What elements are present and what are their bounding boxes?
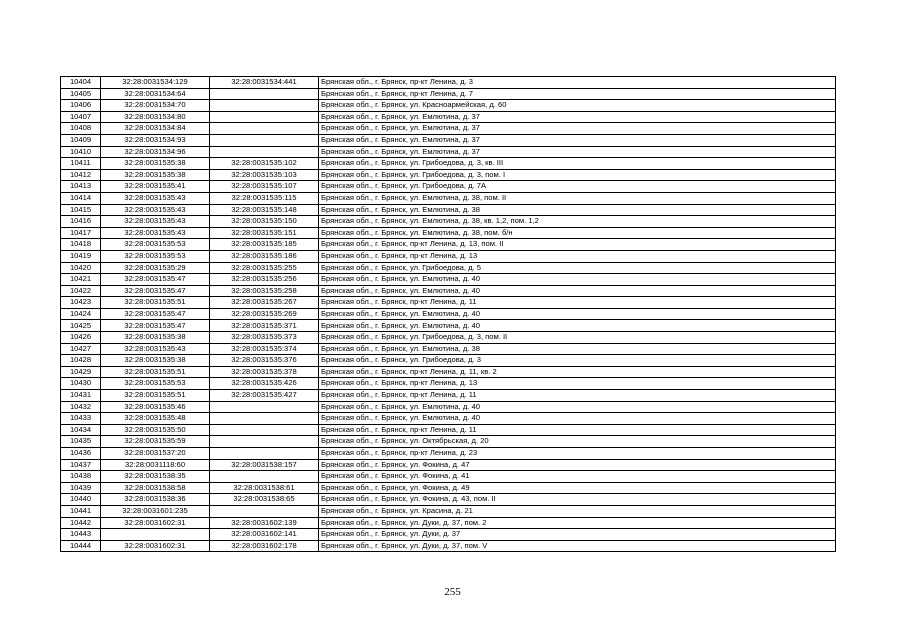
- address-cell: Брянская обл., г. Брянск, ул. Грибоедова, д. 5: [319, 262, 836, 274]
- table-row: [61, 424, 836, 436]
- land-cadastral-number-cell: 32:28:0031535:53: [101, 250, 210, 262]
- building-cadastral-number-cell: 32:28:0031535:269: [210, 308, 319, 320]
- land-cadastral-number-cell: 32:28:0031601:235: [101, 505, 210, 517]
- address-cell: Брянская обл., г. Брянск, пр-кт Ленина, д. 11: [319, 390, 836, 402]
- table-row: [61, 401, 836, 413]
- building-cadastral-number-cell: 32:28:0031602:139: [210, 517, 319, 529]
- land-cadastral-number-cell: 32:28:0031538:35: [101, 471, 210, 483]
- land-cadastral-number-cell: 32:28:0031534:70: [101, 100, 210, 112]
- building-cadastral-number-cell: 32:28:0031535:373: [210, 332, 319, 344]
- address-cell: Брянская обл., г. Брянск, ул. Октябрьская, д. 20: [319, 436, 836, 448]
- row-number-cell: 10407: [61, 111, 101, 123]
- table-row: [61, 505, 836, 517]
- land-cadastral-number-cell: 32:28:0031535:53: [101, 378, 210, 390]
- land-cadastral-number-cell: 32:28:0031535:38: [101, 355, 210, 367]
- land-cadastral-number-cell: 32:28:0031535:47: [101, 274, 210, 286]
- row-number-cell: 10442: [61, 517, 101, 529]
- table-row: [61, 482, 836, 494]
- table-row: [61, 517, 836, 529]
- address-cell: Брянская обл., г. Брянск, пр-кт Ленина, д. 23: [319, 448, 836, 460]
- address-cell: Брянская обл., г. Брянск, ул. Емлютина, д. 40: [319, 320, 836, 332]
- row-number-cell: 10411: [61, 158, 101, 170]
- address-cell: Брянская обл., г. Брянск, ул. Емлютина, д. 40: [319, 308, 836, 320]
- land-cadastral-number-cell: 32:28:0031535:29: [101, 262, 210, 274]
- land-cadastral-number-cell: 32:28:0031535:50: [101, 424, 210, 436]
- row-number-cell: 10436: [61, 448, 101, 460]
- building-cadastral-number-cell: 32:28:0031535:376: [210, 355, 319, 367]
- table-row: [61, 111, 836, 123]
- land-cadastral-number-cell: 32:28:0031535:59: [101, 436, 210, 448]
- building-cadastral-number-cell: 32:28:0031538:61: [210, 482, 319, 494]
- table-row: [61, 77, 836, 89]
- table-row: [61, 262, 836, 274]
- address-cell: Брянская обл., г. Брянск, пр-кт Ленина, д. 11, кв. 2: [319, 366, 836, 378]
- land-cadastral-number-cell: 32:28:0031118:60: [101, 459, 210, 471]
- address-cell: Брянская обл., г. Брянск, ул. Грибоедова, д. 3: [319, 355, 836, 367]
- row-number-cell: 10408: [61, 123, 101, 135]
- building-cadastral-number-cell: [210, 436, 319, 448]
- address-cell: Брянская обл., г. Брянск, ул. Фокина, д. 47: [319, 459, 836, 471]
- building-cadastral-number-cell: 32:28:0031535:258: [210, 285, 319, 297]
- row-number-cell: 10428: [61, 355, 101, 367]
- table-row: [61, 134, 836, 146]
- address-cell: Брянская обл., г. Брянск, ул. Емлютина, д. 38, пом. б/н: [319, 227, 836, 239]
- land-cadastral-number-cell: 32:28:0031535:46: [101, 401, 210, 413]
- address-cell: Брянская обл., г. Брянск, ул. Грибоедова, д. 7А: [319, 181, 836, 193]
- building-cadastral-number-cell: 32:28:0031535:103: [210, 169, 319, 181]
- table-row: [61, 378, 836, 390]
- address-cell: Брянская обл., г. Брянск, ул. Емлютина, д. 38: [319, 343, 836, 355]
- address-cell: Брянская обл., г. Брянск, пр-кт Ленина, д. 7: [319, 88, 836, 100]
- row-number-cell: 10413: [61, 181, 101, 193]
- building-cadastral-number-cell: 32:28:0031535:186: [210, 250, 319, 262]
- land-cadastral-number-cell: 32:28:0031535:38: [101, 169, 210, 181]
- table-row: [61, 529, 836, 541]
- building-cadastral-number-cell: 32:28:0031535:107: [210, 181, 319, 193]
- building-cadastral-number-cell: 32:28:0031535:151: [210, 227, 319, 239]
- land-cadastral-number-cell: 32:28:0031602:31: [101, 517, 210, 529]
- building-cadastral-number-cell: 32:28:0031535:256: [210, 274, 319, 286]
- address-cell: Брянская обл., г. Брянск, ул. Емлютина, д. 38, кв. 1,2, пом. 1,2: [319, 216, 836, 228]
- land-cadastral-number-cell: 32:28:0031535:38: [101, 332, 210, 344]
- land-cadastral-number-cell: 32:28:0031535:38: [101, 158, 210, 170]
- land-cadastral-number-cell: 32:28:0031538:36: [101, 494, 210, 506]
- land-cadastral-number-cell: 32:28:0031535:43: [101, 343, 210, 355]
- table-row: [61, 343, 836, 355]
- building-cadastral-number-cell: [210, 424, 319, 436]
- row-number-cell: 10414: [61, 192, 101, 204]
- row-number-cell: 10426: [61, 332, 101, 344]
- building-cadastral-number-cell: [210, 123, 319, 135]
- row-number-cell: 10435: [61, 436, 101, 448]
- row-number-cell: 10405: [61, 88, 101, 100]
- land-cadastral-number-cell: 32:28:0031535:51: [101, 390, 210, 402]
- row-number-cell: 10420: [61, 262, 101, 274]
- table-row: [61, 308, 836, 320]
- table-row: [61, 181, 836, 193]
- row-number-cell: 10423: [61, 297, 101, 309]
- address-cell: Брянская обл., г. Брянск, ул. Красина, д. 21: [319, 505, 836, 517]
- row-number-cell: 10429: [61, 366, 101, 378]
- row-number-cell: 10434: [61, 424, 101, 436]
- land-cadastral-number-cell: 32:28:0031535:47: [101, 285, 210, 297]
- land-cadastral-number-cell: 32:28:0031534:129: [101, 77, 210, 89]
- table-row: [61, 297, 836, 309]
- building-cadastral-number-cell: 32:28:0031535:374: [210, 343, 319, 355]
- registry-table: [60, 76, 836, 552]
- land-cadastral-number-cell: 32:28:0031534:96: [101, 146, 210, 158]
- address-cell: Брянская обл., г. Брянск, ул. Грибоедова, д. 3, кв. III: [319, 158, 836, 170]
- table-row: [61, 332, 836, 344]
- address-cell: Брянская обл., г. Брянск, пр-кт Ленина, д. 11: [319, 297, 836, 309]
- building-cadastral-number-cell: 32:28:0031538:65: [210, 494, 319, 506]
- table-row: [61, 471, 836, 483]
- address-cell: Брянская обл., г. Брянск, ул. Емлютина, д. 38, пом. II: [319, 192, 836, 204]
- row-number-cell: 10431: [61, 390, 101, 402]
- building-cadastral-number-cell: [210, 413, 319, 425]
- row-number-cell: 10441: [61, 505, 101, 517]
- building-cadastral-number-cell: [210, 100, 319, 112]
- address-cell: Брянская обл., г. Брянск, ул. Емлютина, д. 40: [319, 285, 836, 297]
- land-cadastral-number-cell: 32:28:0031535:53: [101, 239, 210, 251]
- address-cell: Брянская обл., г. Брянск, ул. Фокина, д. 41: [319, 471, 836, 483]
- table-row: [61, 192, 836, 204]
- address-cell: Брянская обл., г. Брянск, ул. Дуки, д. 37: [319, 529, 836, 541]
- address-cell: Брянская обл., г. Брянск, ул. Емлютина, д. 37: [319, 111, 836, 123]
- address-cell: Брянская обл., г. Брянск, ул. Емлютина, д. 37: [319, 123, 836, 135]
- address-cell: Брянская обл., г. Брянск, ул. Емлютина, д. 37: [319, 146, 836, 158]
- table-row: [61, 320, 836, 332]
- row-number-cell: 10424: [61, 308, 101, 320]
- row-number-cell: 10404: [61, 77, 101, 89]
- table-row: [61, 436, 836, 448]
- address-cell: Брянская обл., г. Брянск, пр-кт Ленина, д. 13, пом. II: [319, 239, 836, 251]
- table-row: [61, 169, 836, 181]
- land-cadastral-number-cell: 32:28:0031535:51: [101, 366, 210, 378]
- land-cadastral-number-cell: 32:28:0031535:51: [101, 297, 210, 309]
- address-cell: Брянская обл., г. Брянск, ул. Фокина, д. 43, пом. II: [319, 494, 836, 506]
- table-row: [61, 459, 836, 471]
- land-cadastral-number-cell: 32:28:0031535:43: [101, 216, 210, 228]
- table-row: [61, 158, 836, 170]
- table-row: [61, 227, 836, 239]
- building-cadastral-number-cell: [210, 134, 319, 146]
- row-number-cell: 10437: [61, 459, 101, 471]
- building-cadastral-number-cell: 32:28:0031535:148: [210, 204, 319, 216]
- land-cadastral-number-cell: [101, 529, 210, 541]
- row-number-cell: 10443: [61, 529, 101, 541]
- land-cadastral-number-cell: 32:28:0031535:43: [101, 227, 210, 239]
- row-number-cell: 10425: [61, 320, 101, 332]
- row-number-cell: 10417: [61, 227, 101, 239]
- table-row: [61, 494, 836, 506]
- row-number-cell: 10409: [61, 134, 101, 146]
- address-cell: Брянская обл., г. Брянск, ул. Емлютина, д. 40: [319, 274, 836, 286]
- building-cadastral-number-cell: 32:28:0031535:427: [210, 390, 319, 402]
- table-row: [61, 100, 836, 112]
- land-cadastral-number-cell: 32:28:0031535:43: [101, 192, 210, 204]
- address-cell: Брянская обл., г. Брянск, ул. Грибоедова, д. 3, пом. II: [319, 332, 836, 344]
- building-cadastral-number-cell: [210, 505, 319, 517]
- row-number-cell: 10440: [61, 494, 101, 506]
- building-cadastral-number-cell: 32:28:0031535:185: [210, 239, 319, 251]
- land-cadastral-number-cell: 32:28:0031535:48: [101, 413, 210, 425]
- building-cadastral-number-cell: 32:28:0031535:267: [210, 297, 319, 309]
- row-number-cell: 10418: [61, 239, 101, 251]
- address-cell: Брянская обл., г. Брянск, ул. Емлютина, д. 40: [319, 401, 836, 413]
- row-number-cell: 10444: [61, 540, 101, 552]
- address-cell: Брянская обл., г. Брянск, пр-кт Ленина, д. 11: [319, 424, 836, 436]
- registry-table-body: [61, 77, 836, 552]
- row-number-cell: 10406: [61, 100, 101, 112]
- row-number-cell: 10419: [61, 250, 101, 262]
- land-cadastral-number-cell: 32:28:0031537:20: [101, 448, 210, 460]
- building-cadastral-number-cell: 32:28:0031535:150: [210, 216, 319, 228]
- table-row: [61, 204, 836, 216]
- row-number-cell: 10438: [61, 471, 101, 483]
- row-number-cell: 10439: [61, 482, 101, 494]
- address-cell: Брянская обл., г. Брянск, ул. Емлютина, д. 37: [319, 134, 836, 146]
- building-cadastral-number-cell: [210, 401, 319, 413]
- table-row: [61, 216, 836, 228]
- table-row: [61, 355, 836, 367]
- building-cadastral-number-cell: 32:28:0031535:255: [210, 262, 319, 274]
- building-cadastral-number-cell: [210, 448, 319, 460]
- table-row: [61, 540, 836, 552]
- address-cell: Брянская обл., г. Брянск, ул. Емлютина, д. 38: [319, 204, 836, 216]
- table-row: [61, 448, 836, 460]
- page-number: 255: [444, 586, 461, 598]
- table-row: [61, 366, 836, 378]
- table-row: [61, 146, 836, 158]
- table-row: [61, 390, 836, 402]
- address-cell: Брянская обл., г. Брянск, ул. Красноармейская, д. 60: [319, 100, 836, 112]
- address-cell: Брянская обл., г. Брянск, ул. Дуки, д. 37, пом. V: [319, 540, 836, 552]
- row-number-cell: 10421: [61, 274, 101, 286]
- row-number-cell: 10433: [61, 413, 101, 425]
- building-cadastral-number-cell: [210, 146, 319, 158]
- address-cell: Брянская обл., г. Брянск, ул. Емлютина, д. 40: [319, 413, 836, 425]
- land-cadastral-number-cell: 32:28:0031534:64: [101, 88, 210, 100]
- row-number-cell: 10410: [61, 146, 101, 158]
- building-cadastral-number-cell: 32:28:0031535:102: [210, 158, 319, 170]
- building-cadastral-number-cell: 32:28:0031538:157: [210, 459, 319, 471]
- row-number-cell: 10430: [61, 378, 101, 390]
- row-number-cell: 10427: [61, 343, 101, 355]
- building-cadastral-number-cell: 32:28:0031602:178: [210, 540, 319, 552]
- building-cadastral-number-cell: 32:28:0031535:371: [210, 320, 319, 332]
- land-cadastral-number-cell: 32:28:0031535:41: [101, 181, 210, 193]
- address-cell: Брянская обл., г. Брянск, пр-кт Ленина, д. 13: [319, 378, 836, 390]
- building-cadastral-number-cell: [210, 471, 319, 483]
- row-number-cell: 10412: [61, 169, 101, 181]
- row-number-cell: 10416: [61, 216, 101, 228]
- table-row: [61, 250, 836, 262]
- land-cadastral-number-cell: 32:28:0031534:84: [101, 123, 210, 135]
- address-cell: Брянская обл., г. Брянск, пр-кт Ленина, д. 3: [319, 77, 836, 89]
- land-cadastral-number-cell: 32:28:0031534:80: [101, 111, 210, 123]
- table-row: [61, 413, 836, 425]
- table-row: [61, 239, 836, 251]
- building-cadastral-number-cell: [210, 111, 319, 123]
- land-cadastral-number-cell: 32:28:0031535:47: [101, 320, 210, 332]
- land-cadastral-number-cell: 32:28:0031535:43: [101, 204, 210, 216]
- row-number-cell: 10432: [61, 401, 101, 413]
- row-number-cell: 10422: [61, 285, 101, 297]
- address-cell: Брянская обл., г. Брянск, ул. Дуки, д. 37, пом. 2: [319, 517, 836, 529]
- table-row: [61, 88, 836, 100]
- building-cadastral-number-cell: [210, 88, 319, 100]
- building-cadastral-number-cell: 32:28:0031534:441: [210, 77, 319, 89]
- building-cadastral-number-cell: 32:28:0031535:426: [210, 378, 319, 390]
- land-cadastral-number-cell: 32:28:0031535:47: [101, 308, 210, 320]
- land-cadastral-number-cell: 32:28:0031538:58: [101, 482, 210, 494]
- table-row: [61, 123, 836, 135]
- row-number-cell: 10415: [61, 204, 101, 216]
- building-cadastral-number-cell: 32:28:0031535:378: [210, 366, 319, 378]
- building-cadastral-number-cell: 32:28:0031535:115: [210, 192, 319, 204]
- building-cadastral-number-cell: 32:28:0031602:141: [210, 529, 319, 541]
- address-cell: Брянская обл., г. Брянск, пр-кт Ленина, д. 13: [319, 250, 836, 262]
- address-cell: Брянская обл., г. Брянск, ул. Фокина, д. 49: [319, 482, 836, 494]
- table-row: [61, 285, 836, 297]
- table-row: [61, 274, 836, 286]
- address-cell: Брянская обл., г. Брянск, ул. Грибоедова, д. 3, пом. I: [319, 169, 836, 181]
- land-cadastral-number-cell: 32:28:0031602:31: [101, 540, 210, 552]
- land-cadastral-number-cell: 32:28:0031534:93: [101, 134, 210, 146]
